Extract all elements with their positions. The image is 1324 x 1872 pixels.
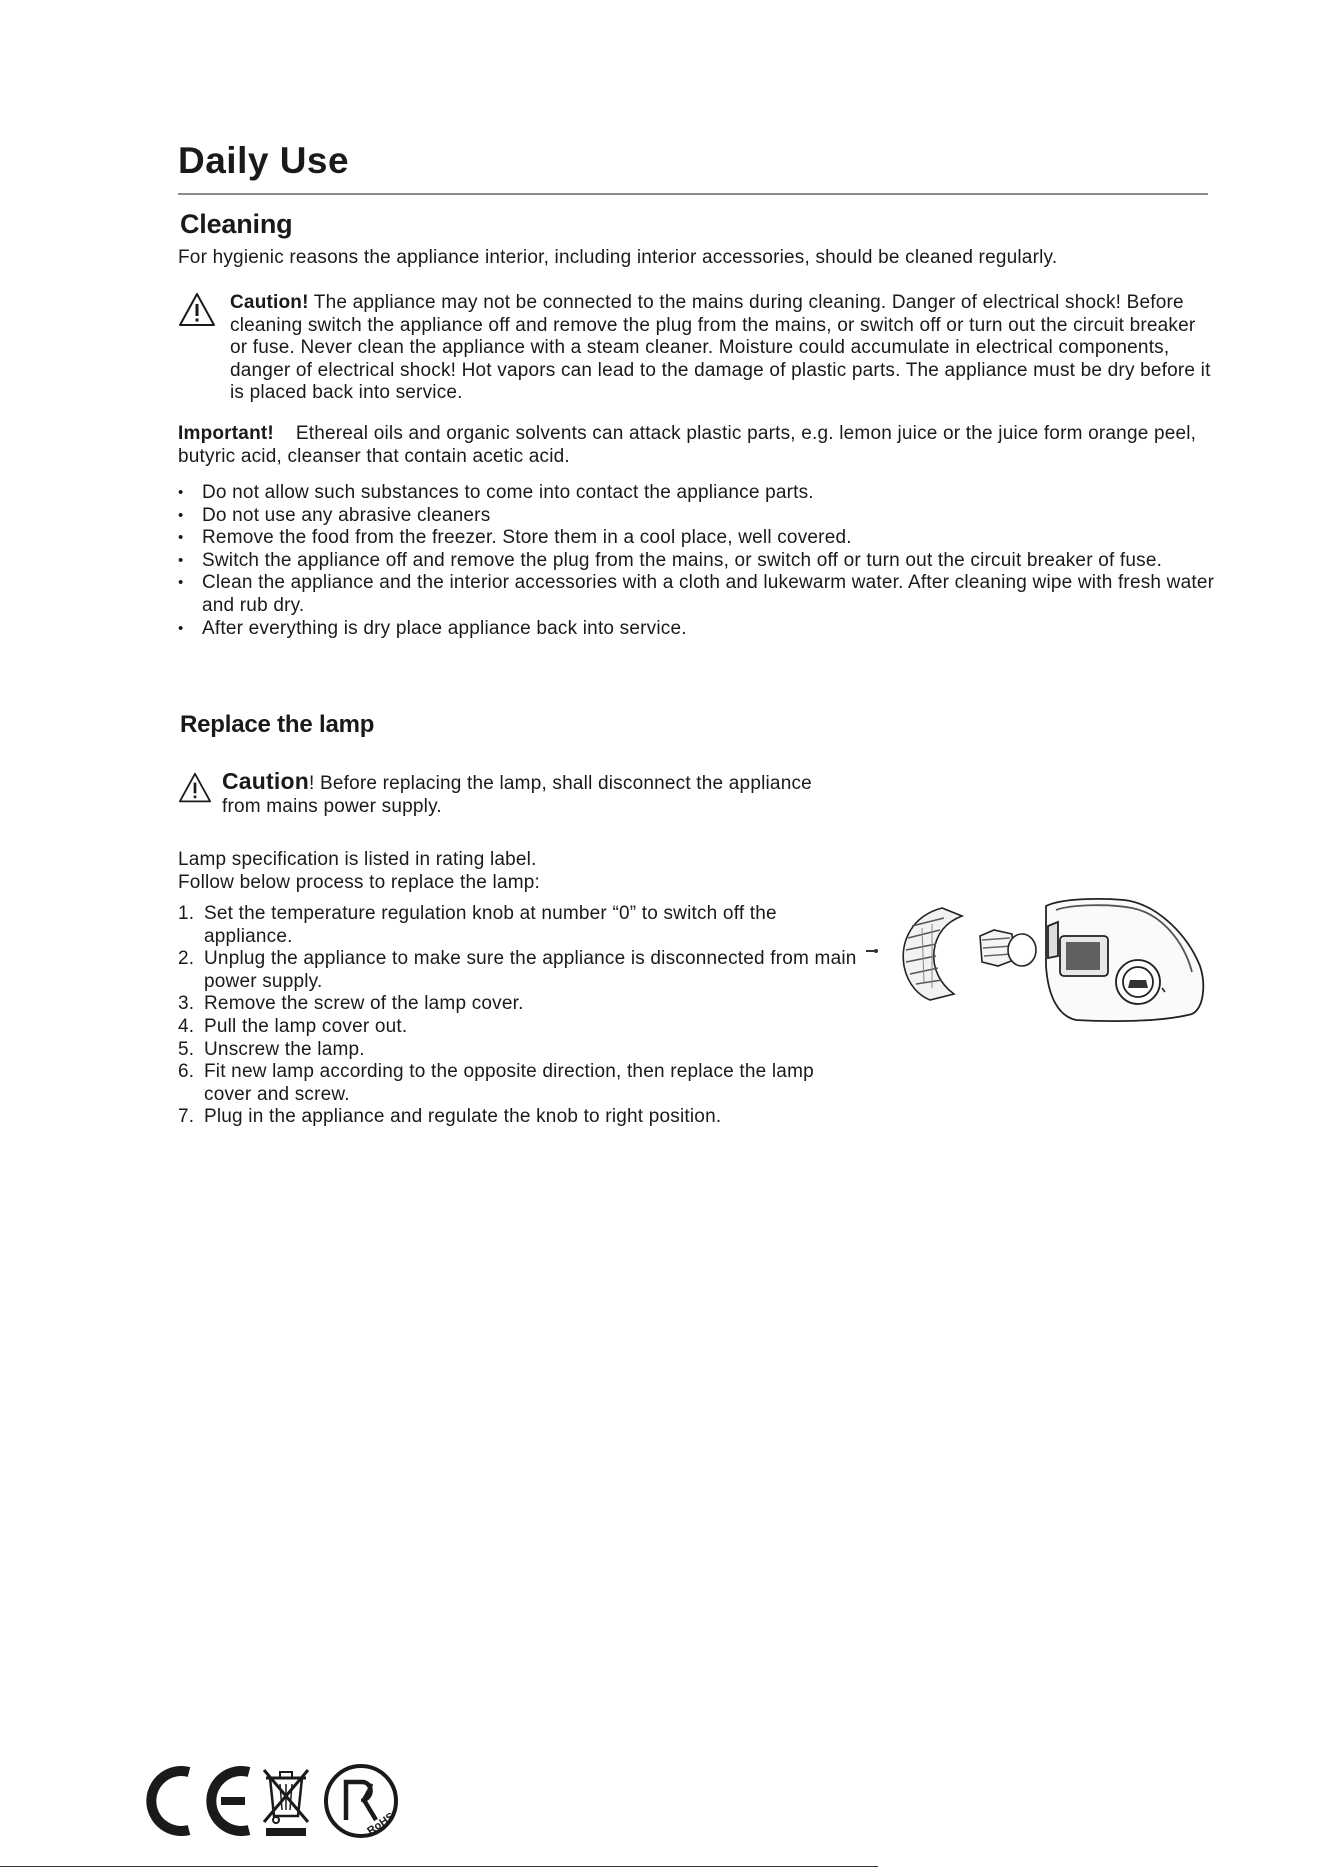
lamp-heading: Replace the lamp xyxy=(180,711,375,738)
warning-icon xyxy=(178,772,212,804)
list-item xyxy=(178,903,858,948)
list-item: • Clean the appliance and the interior accessories with a cloth and lukewarm water. After cleaning wipe with fresh water and rub dry. xyxy=(178,572,1218,617)
list-item: • Do not allow such substances to come into contact the appliance parts. xyxy=(178,482,1218,505)
cleaning-caution-text: The appliance may not be connected to the mains during cleaning. Danger of electrical shock! Before cleaning switch the appliance off and remove the plug from the mains, or switch off or turn out the circuit breaker or fuse. Never clean the appliance with a steam cleaner. Moisture could accumulate in electrical components, danger of electrical shock! Hot vapors can lead to the damage of plastic parts. The appliance must be dry before it is placed back into service. xyxy=(230,292,1211,404)
important-note xyxy=(178,423,1218,468)
step-text: Fit new lamp according to the opposite direction, then replace the lamp cover and screw. xyxy=(204,1061,814,1105)
step-text: Set the temperature regulation knob at number “0” to switch off the appliance. xyxy=(204,903,777,947)
lamp-spec-line: Lamp specification is listed in rating label. xyxy=(178,849,537,870)
title-divider xyxy=(178,193,1208,195)
weee-bin-icon xyxy=(260,1766,312,1838)
list-item xyxy=(178,1016,858,1039)
lamp-steps-list xyxy=(178,903,858,1129)
step-number: 1. xyxy=(178,903,195,924)
cleaning-caution-label: Caution! xyxy=(230,292,309,313)
step-number: 5. xyxy=(178,1038,195,1060)
step-number: 6. xyxy=(178,1061,195,1083)
list-item xyxy=(178,1106,858,1129)
step-text: Pull the lamp cover out. xyxy=(204,1015,408,1037)
list-item xyxy=(178,1039,858,1062)
cleaning-heading: Cleaning xyxy=(180,209,293,239)
lamp-caution-label: Caution xyxy=(222,768,309,794)
lamp-cover-icon xyxy=(903,908,962,1000)
lamp-assembly-illustration xyxy=(862,896,1212,1032)
lamp-follow-line: Follow below process to replace the lamp: xyxy=(178,872,540,893)
lamp-caution-text: ! Before replacing the lamp, shall disconnect the appliance from mains power supply. xyxy=(222,773,812,817)
step-number: 3. xyxy=(178,993,195,1015)
screw-icon xyxy=(866,949,878,953)
page-title: Daily Use xyxy=(178,140,350,181)
cleaning-intro: For hygienic reasons the appliance interior, including interior accessories, should be cleaned regularly. xyxy=(178,247,1058,268)
warning-icon xyxy=(178,292,216,328)
list-item: • Do not use any abrasive cleaners xyxy=(178,505,1218,528)
list-item xyxy=(178,1061,858,1106)
ce-mark-icon xyxy=(137,1766,257,1836)
step-number: 7. xyxy=(178,1106,195,1128)
footer-rule xyxy=(0,1866,878,1867)
rohs-mark-icon xyxy=(322,1762,400,1840)
step-text: Unplug the appliance to make sure the appliance is disconnected from main power supply. xyxy=(204,948,857,992)
lamp-bulb-icon xyxy=(980,930,1036,966)
step-number: 4. xyxy=(178,1015,195,1037)
lamp-housing-icon xyxy=(1046,899,1203,1021)
list-item: • After everything is dry place appliance back into service. xyxy=(178,618,1218,641)
lamp-caution xyxy=(222,770,842,818)
important-text: Ethereal oils and organic solvents can attack plastic parts, e.g. lemon juice or the juice form orange peel, butyric acid, cleanser that contain acetic acid. xyxy=(178,423,1197,467)
list-item: • Switch the appliance off and remove the plug from the mains, or switch off or turn out the circuit breaker of fuse. xyxy=(178,550,1218,573)
rohs-label: RoHS xyxy=(365,1810,397,1838)
cleaning-bullet-list xyxy=(178,482,1218,640)
step-text: Plug in the appliance and regulate the knob to right position. xyxy=(204,1106,722,1128)
cleaning-caution xyxy=(230,292,1215,405)
important-label: Important! xyxy=(178,423,274,444)
step-number: 2. xyxy=(178,948,195,970)
step-text: Remove the screw of the lamp cover. xyxy=(204,993,524,1015)
list-item xyxy=(178,993,858,1016)
list-item: • Remove the food from the freezer. Store them in a cool place, well covered. xyxy=(178,527,1218,550)
rohs-mark xyxy=(322,1762,400,1840)
step-text: Unscrew the lamp. xyxy=(204,1038,365,1060)
list-item xyxy=(178,948,858,993)
